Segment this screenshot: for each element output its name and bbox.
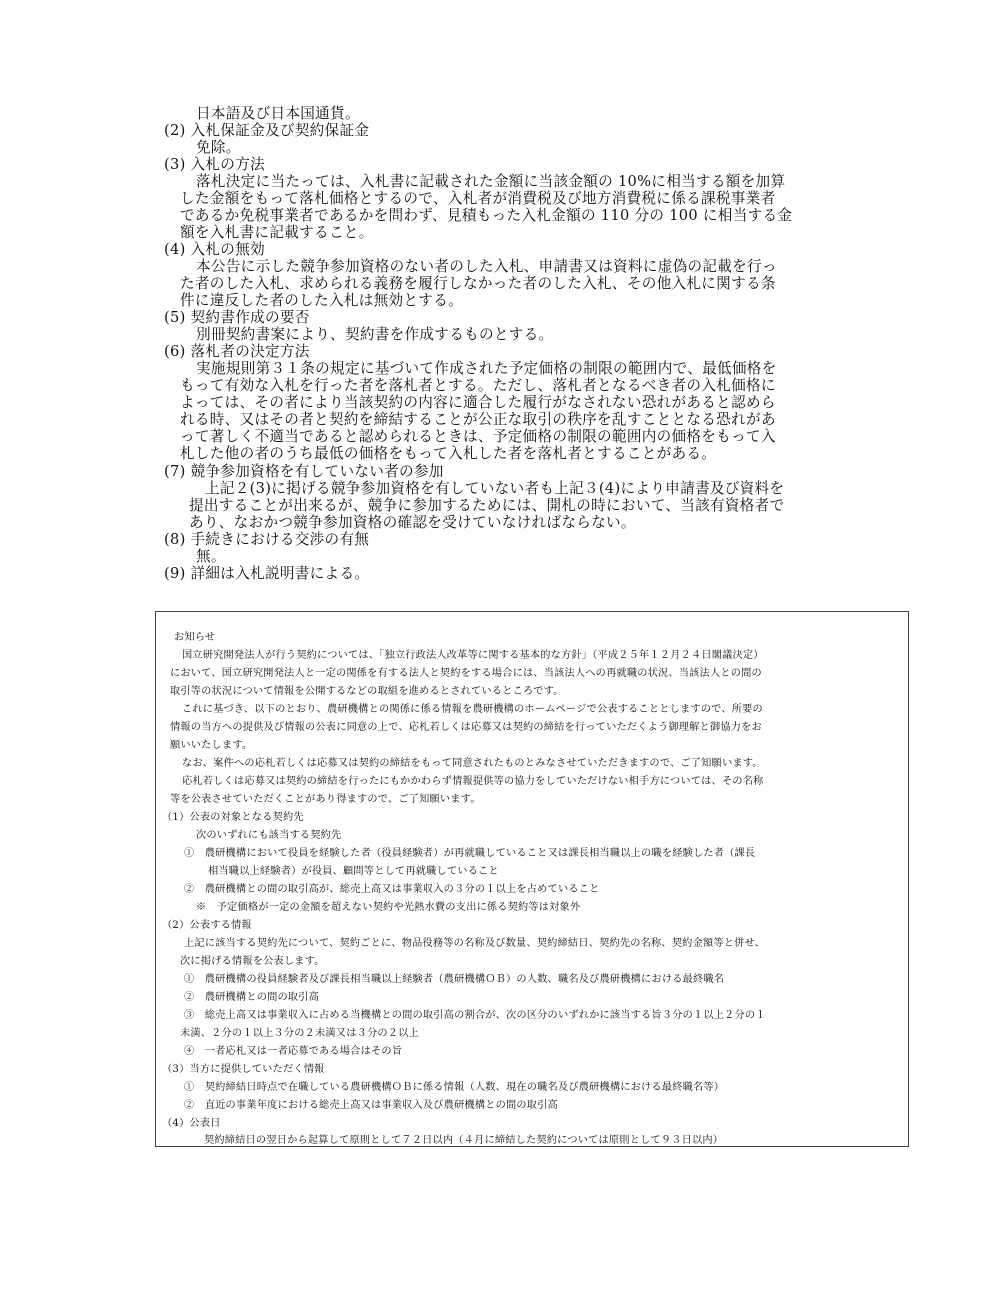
- notice-line: 願いいたします。: [170, 740, 253, 751]
- notice-heading: （2）公表する情報: [162, 920, 252, 931]
- notice-line: ③ 総売上高又は事業収入に占める当機構との間の取引高の割合が、次の区分のいずれかに該当する旨３分の１以上２分の１: [184, 1010, 766, 1021]
- notice-line: 上記に該当する契約先について、契約ごとに、物品役務等の名称及び数量、契約締結日、契約先の名称、契約金額等と併せ、: [184, 938, 765, 949]
- text-line: 本公告に示した競争参加資格のない者のした入札、申請書又は資料に虚偽の記載を行っ: [196, 258, 777, 275]
- notice-box: [155, 611, 909, 1147]
- notice-heading: （3）当方に提供していただく情報: [162, 1064, 325, 1075]
- notice-line: なお、案件への応札若しくは応募又は契約の締結をもって同意されたものとみなさせていただきますので、ご了知願います。: [182, 758, 763, 769]
- notice-line: ※ 予定価格が一定の金額を超えない契約や光熱水費の支出に係る契約等は対象外: [196, 902, 581, 913]
- text-line: 提出することが出来るが、競争に参加するためには、開札の時において、当該有資格者で: [189, 497, 785, 514]
- text-line: 無。: [196, 548, 226, 565]
- notice-line: ② 直近の事業年度における総売上高又は事業収入及び農研機構との間の取引高: [184, 1100, 558, 1111]
- notice-line: ① 契約締結日時点で在職している農研機構ＯＢに係る情報（人数、現在の職名及び農研機構における最終職名等）: [184, 1082, 725, 1093]
- notice-heading: （1）公表の対象となる契約先: [162, 812, 304, 823]
- text-line: って著しく不適当であると認められるときは、予定価格の制限の範囲内の価格をもって入: [180, 428, 776, 445]
- notice-line: 次に掲げる情報を公表します。: [180, 956, 325, 967]
- text-line: れる時、又はその者と契約を締結することが公正な取引の秩序を乱すこととなる恐れがあ: [180, 411, 776, 428]
- notice-title: お知らせ: [174, 632, 216, 643]
- text-line: 実施規則第３１条の規定に基づいて作成された予定価格の制限の範囲内で、最低価格を: [196, 360, 777, 377]
- notice-line: 情報の当方への提供及び情報の公表に同意の上で、応札若しくは応募又は契約の締結を行っていただくよう御理解と御協力をお: [170, 722, 762, 733]
- text-line: 上記２(3)に掲げる競争参加資格を有していない者も上記３(4)により申請書及び資料を: [205, 480, 785, 497]
- notice-line: 契約締結日の翌日から起算して原則として７２日以内（４月に締結した契約については原則として９３日以内）: [204, 1135, 724, 1146]
- notice-line: 国立研究開発法人が行う契約については、「独立行政法人改革等に関する基本的な方針」（平成２５年１２月２４日閣議決定）: [182, 650, 764, 661]
- section-heading: (5) 契約書作成の要否: [164, 309, 310, 326]
- notice-line: 応札若しくは応募又は契約の締結を行ったにもかかわらず情報提供等の協力をしていただけない相手方については、その名称: [182, 776, 764, 787]
- section-heading: (7) 競争参加資格を有していない者の参加: [164, 463, 444, 480]
- text-line: 額を入札書に記載すること。: [180, 224, 374, 241]
- text-line: 札した他の者のうち最低の価格をもって入札した者を落札者とすることがある。: [180, 445, 717, 462]
- text-line: 日本語及び日本国通貨。: [196, 105, 360, 122]
- notice-line: ① 農研機構の役員経験者及び課長相当職以上経験者（農研機構ＯＢ）の人数、職名及び農研機構における最終職名: [184, 974, 725, 985]
- notice-line: これに基づき、以下のとおり、農研機構との関係に係る情報を農研機構のホームページで公表することとしますので、所要の: [182, 704, 763, 715]
- text-line: よっては、その者により当該契約の内容に適合した履行がなされない恐れがあると認めら: [180, 394, 776, 411]
- notice-line: ① 農研機構において役員を経験した者（役員経験者）が再就職していること又は課長相当職以上の職を経験した者（課長: [184, 848, 756, 859]
- notice-heading: （4）公表日: [162, 1118, 221, 1129]
- notice-line: 等を公表させていただくことがあり得ますので、ご了知願います。: [170, 794, 481, 805]
- section-heading: (8) 手続きにおける交渉の有無: [164, 531, 370, 548]
- text-line: 件に違反した者のした入札は無効とする。: [180, 292, 463, 309]
- notice-line: 取引等の状況について情報を公開するなどの取組を進めるとされているところです。: [170, 686, 564, 697]
- section-heading: (9) 詳細は入札説明書による。: [164, 565, 370, 582]
- notice-line: ② 農研機構との間の取引高: [184, 992, 320, 1003]
- notice-line: 相当職以上経験者）が役員、顧問等として再就職していること: [208, 866, 499, 877]
- text-line: であるか免税事業者であるかを問わず、見積もった入札金額の 110 分の 100 に相当する金: [180, 207, 793, 224]
- text-line: あり、なおかつ競争参加資格の確認を受けていなければならない。: [189, 514, 636, 531]
- section-heading: (2) 入札保証金及び契約保証金: [164, 122, 370, 139]
- text-line: もって有効な入札を行った者を落札者とする。ただし、落札者となるべき者の入札価格に: [180, 377, 776, 394]
- notice-line: 未満、２分の１以上３分の２未満又は３分の２以上: [180, 1028, 419, 1039]
- text-line: 落札決定に当たっては、入札書に記載された金額に当該金額の 10%に相当する額を加算: [196, 173, 786, 190]
- text-line: た者のした入札、求められる義務を履行しなかった者のした入札、その他入札に関する条: [180, 275, 776, 292]
- notice-line: 次のいずれにも該当する契約先: [196, 830, 342, 841]
- notice-line: ④ 一者応札又は一者応募である場合はその旨: [184, 1046, 403, 1057]
- section-heading: (3) 入札の方法: [164, 156, 265, 173]
- text-line: した金額をもって落札価格とするので、入札者が消費税及び地方消費税に係る課税事業者: [180, 190, 776, 207]
- text-line: 免除。: [196, 139, 241, 156]
- section-heading: (4) 入札の無効: [164, 241, 265, 258]
- section-heading: (6) 落札者の決定方法: [164, 343, 310, 360]
- notice-line: において、国立研究開発法人と一定の関係を有する法人と契約をする場合には、当該法人への再就職の状況、当該法人との間の: [170, 668, 762, 679]
- notice-line: ② 農研機構との間の取引高が、総売上高又は事業収入の３分の１以上を占めていること: [184, 884, 600, 895]
- text-line: 別冊契約書案により、契約書を作成するものとする。: [196, 326, 554, 343]
